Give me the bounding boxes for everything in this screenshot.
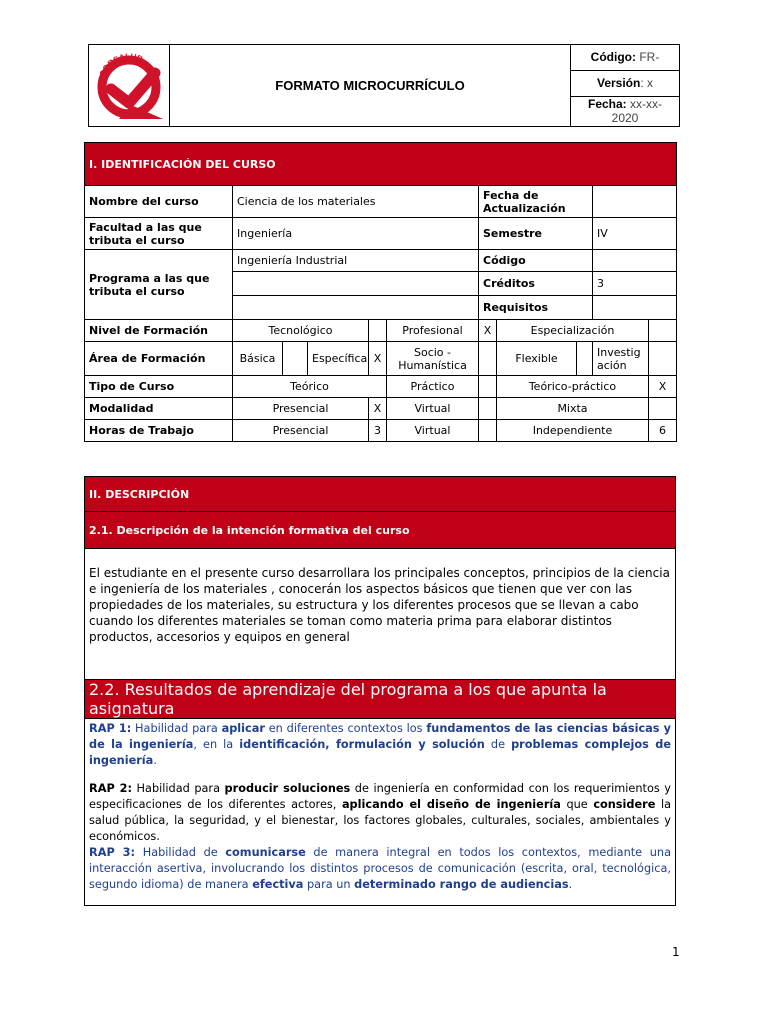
logo-text: CORSALUD bbox=[97, 51, 145, 78]
rap-1: RAP 1: Habilidad para aplicar en diferentes contextos los fundamentos de las ciencias básicas y de la ingeniería, en la identificación, formulación y solución de problemas complejos de ingeniería. bbox=[89, 722, 672, 767]
document-header bbox=[88, 44, 680, 127]
programa-value: Ingeniería Industrial bbox=[233, 250, 479, 272]
area-investigacion-mark bbox=[649, 342, 677, 376]
area-especifica-mark: X bbox=[369, 342, 387, 376]
area-label: Área de Formación bbox=[85, 342, 233, 376]
tipo-practico-mark bbox=[479, 376, 497, 398]
programa-extra-1 bbox=[233, 272, 479, 296]
nivel-tecnologico-mark bbox=[369, 320, 387, 342]
facultad-value: Ingeniería bbox=[233, 218, 479, 250]
codigo-cell: Código: FR- bbox=[571, 45, 680, 71]
identificacion-title: I. IDENTIFICACIÓN DEL CURSO bbox=[85, 143, 677, 186]
creditos-label: Créditos bbox=[479, 272, 593, 296]
modalidad-presencial: Presencial bbox=[233, 398, 369, 420]
nombre-value: Ciencia de los materiales bbox=[233, 186, 479, 218]
modalidad-mixta: Mixta bbox=[497, 398, 649, 420]
descripcion-table bbox=[84, 476, 676, 906]
requisitos-label: Requisitos bbox=[479, 296, 593, 320]
identificacion-table bbox=[84, 142, 677, 442]
semestre-value: IV bbox=[593, 218, 677, 250]
requisitos-value bbox=[593, 296, 677, 320]
area-basica: Básica bbox=[233, 342, 283, 376]
tipo-practico: Práctico bbox=[387, 376, 479, 398]
rap-list bbox=[85, 719, 676, 906]
nivel-especializacion-mark bbox=[649, 320, 677, 342]
tipo-label: Tipo de Curso bbox=[85, 376, 233, 398]
codigo-label: Código bbox=[479, 250, 593, 272]
codigo-value bbox=[593, 250, 677, 272]
version-cell: Versión: x bbox=[571, 70, 680, 96]
nombre-label: Nombre del curso bbox=[85, 186, 233, 218]
fecha-act-value bbox=[593, 186, 677, 218]
logo-cell bbox=[89, 45, 170, 127]
nivel-tecnologico: Tecnológico bbox=[233, 320, 369, 342]
area-basica-mark bbox=[283, 342, 308, 376]
intencion-title: 2.1. Descripción de la intención formativa del curso bbox=[85, 512, 676, 549]
tipo-teorico-practico-mark: X bbox=[649, 376, 677, 398]
area-socio-mark bbox=[479, 342, 497, 376]
nivel-label: Nivel de Formación bbox=[85, 320, 233, 342]
horas-virtual-value bbox=[479, 420, 497, 442]
creditos-value: 3 bbox=[593, 272, 677, 296]
horas-independiente: Independiente bbox=[497, 420, 649, 442]
modalidad-virtual: Virtual bbox=[387, 398, 479, 420]
resultados-title: 2.2. Resultados de aprendizaje del programa a los que apunta la asignatura bbox=[85, 680, 676, 719]
intencion-text: El estudiante en el presente curso desarrollara los principales conceptos, principios de la ciencia e ingeniería de los materiales , conocerán los aspectos básicos que tienen que ver con las propiedades de los materiales, su estructura y los diferentes procesos que se llevan a cabo cuando los diferentes materiales se toman como materia prima para elaborar distintos productos, accesorios y equipos en general bbox=[85, 549, 676, 680]
nivel-especializacion: Especialización bbox=[497, 320, 649, 342]
nivel-profesional-mark: X bbox=[479, 320, 497, 342]
facultad-label: Facultad a las que tributa el curso bbox=[85, 218, 233, 250]
modalidad-virtual-mark bbox=[479, 398, 497, 420]
tipo-teorico: Teórico bbox=[233, 376, 387, 398]
document-title: FORMATO MICROCURRÍCULO bbox=[170, 45, 571, 127]
descripcion-title: II. DESCRIPCIÓN bbox=[85, 477, 676, 512]
page-number: 1 bbox=[672, 945, 680, 959]
horas-presencial: Presencial bbox=[233, 420, 369, 442]
area-socio: Socio - Humanística bbox=[387, 342, 479, 376]
area-investigacion: Investigación bbox=[593, 342, 649, 376]
nivel-profesional: Profesional bbox=[387, 320, 479, 342]
corsalud-logo bbox=[89, 45, 169, 123]
fecha-cell: Fecha: xx-xx-2020 bbox=[571, 96, 680, 126]
tipo-teorico-practico: Teórico-práctico bbox=[497, 376, 649, 398]
programa-extra-2 bbox=[233, 296, 479, 320]
area-flexible: Flexible bbox=[497, 342, 577, 376]
horas-virtual: Virtual bbox=[387, 420, 479, 442]
modalidad-label: Modalidad bbox=[85, 398, 233, 420]
horas-label: Horas de Trabajo bbox=[85, 420, 233, 442]
semestre-label: Semestre bbox=[479, 218, 593, 250]
horas-presencial-value: 3 bbox=[369, 420, 387, 442]
modalidad-presencial-mark: X bbox=[369, 398, 387, 420]
programa-label: Programa a las que tributa el curso bbox=[85, 250, 233, 320]
area-especifica: Específica bbox=[308, 342, 369, 376]
fecha-act-label: Fecha de Actualización bbox=[479, 186, 593, 218]
rap-3: RAP 3: Habilidad de comunicarse de manera integral en todos los contextos, mediante una interacción asertiva, involucrando los distintos procesos de comunicación (escrita, oral, tecnológica, segundo idioma) de manera efectiva para un determinado rango de audiencias. bbox=[89, 846, 671, 891]
modalidad-mixta-mark bbox=[649, 398, 677, 420]
area-flexible-mark bbox=[577, 342, 593, 376]
rap-2: RAP 2: Habilidad para producir soluciones de ingeniería en conformidad con los requerimientos y especificaciones de los diferentes actores, aplicando el diseño de ingeniería que considere la salud pública, la seguridad, y el bienestar, los factores globales, culturales, sociales, ambientales y económicos. bbox=[89, 782, 672, 843]
horas-independiente-value: 6 bbox=[649, 420, 677, 442]
